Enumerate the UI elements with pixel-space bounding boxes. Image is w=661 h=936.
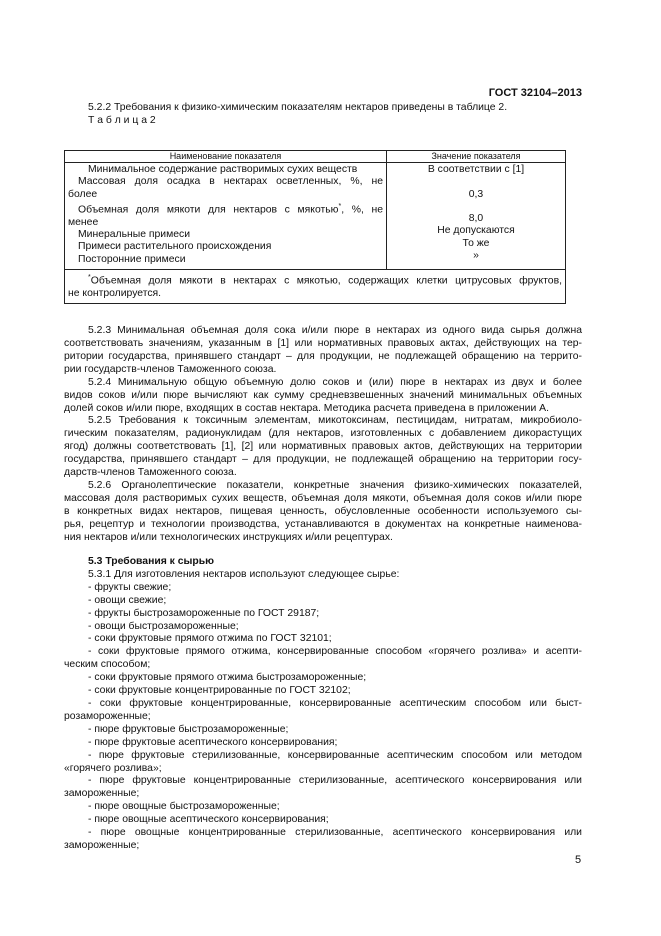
row-value: В соответствии с [1] (427, 164, 525, 175)
row-label: Посторонние примеси (78, 253, 186, 265)
page-number: 5 (575, 854, 582, 866)
table-col-header: Наименование показателя (65, 151, 387, 163)
text-line: государства, принявшего стандарт – для продукции, не подлежащей обращению на территории госу- (64, 453, 582, 465)
list-item: - пюре фруктовые асептического консервирования; (88, 736, 338, 748)
clause-5-2-4 (64, 377, 582, 416)
footnote-marker: * (338, 202, 342, 210)
text-line: дарств-членов Таможенного союза. (64, 466, 237, 478)
clause-5-2-6 (64, 480, 582, 545)
row-label: более (68, 188, 98, 200)
clause-5-2-2-text: 5.2.2 Требования к физико-химическим показателям нектаров приведены в таблице 2. (88, 102, 508, 113)
list-item: - соки фруктовые прямого отжима по ГОСТ 32101; (88, 633, 332, 645)
table-labels-cell (65, 163, 387, 270)
row-label: Минимальное содержание растворимых сухих веществ (88, 164, 358, 175)
row-value: То же (462, 237, 490, 249)
table-values-cell (387, 163, 566, 270)
text-line: - пюре фруктовые стерилизованные, консервированные асептическим способом или методом (88, 749, 582, 761)
text-line: - соки фруктовые концентрированные, консервированные асептическим способом или быст- (88, 697, 582, 709)
text-line: видов соков и/или пюре вычисляют как сумму средневзвешенных значений минимальных объемных (64, 389, 582, 401)
text-line: ния нектаров и/или технологических инструкциях и/или рецептурах. (64, 531, 393, 543)
section-5-3 (64, 556, 582, 853)
text-line: 5.2.4 Минимальную общую объемную долю соков и (или) пюре в нектарах из двух и более (88, 377, 582, 388)
clause-5-3-1: 5.3.1 Для изготовления нектаров используют следующее сырье: (88, 568, 400, 580)
row-value: 8,0 (468, 213, 484, 225)
list-item (64, 750, 582, 776)
list-item (64, 646, 582, 672)
row-value: Не допускаются (437, 225, 515, 237)
text-line: «горячего розлива»; (64, 762, 162, 774)
list-item (64, 698, 582, 724)
text-line: массовая доля растворимых сухих веществ, объемная доля мякоти, объемная доля соков и/или пюре (64, 492, 582, 504)
footnote-line: не контролируется. (68, 287, 162, 299)
text-line: - пюре фруктовые концентрированные стерилизованные, асептического консервирования или (88, 775, 582, 787)
list-item: - пюре овощные асептического консервирования; (88, 814, 329, 826)
text-line: соответствовать значениям, указанным в [1] или нормативных правовых актах, действующих на тер- (64, 337, 582, 349)
row-value: » (473, 250, 479, 262)
section-heading: 5.3 Требования к сырью (88, 556, 215, 567)
list-item: - соки фруктовые концентрированные по ГОСТ 32102; (88, 685, 351, 697)
table-label: Т а б л и ц а 2 (88, 114, 156, 126)
table-col-header: Значение показателя (387, 151, 566, 163)
table-header-row (65, 151, 566, 163)
footnote-text: Объемная доля мякоти в нектарах с мякотью, содержащих клетки цитрусовых фруктов, (90, 275, 562, 287)
text-line: гическим показателям, радионуклидам (для нектаров, изготовленных с добавлением дикорастущих (64, 427, 582, 439)
row-label: Массовая доля осадка в нектарах осветленных, %, не (78, 176, 383, 188)
text-line: замороженные; (64, 839, 140, 851)
list-item: - пюре овощные быстрозамороженные; (88, 801, 280, 813)
row-label: менее (68, 216, 99, 228)
row-value: 0,3 (468, 188, 484, 200)
list-item: - пюре фруктовые быстрозамороженные; (88, 723, 289, 735)
row-label: Минеральные примеси (78, 228, 191, 240)
text-line: - соки фруктовые прямого отжима, консервированные способом «горячего розлива» и асепти- (88, 646, 582, 658)
row-label: Примеси растительного происхождения (78, 241, 272, 253)
footnote-marker: * (88, 273, 91, 281)
text-line: 5.2.3 Минимальная объемная доля сока и/или пюре в нектарах из одного вида сырья должна (88, 325, 582, 336)
text-line: розамороженные; (64, 710, 151, 722)
clause-5-2-3 (64, 325, 582, 377)
document-header: ГОСТ 32104–2013 (488, 87, 582, 99)
table-footnote (65, 269, 566, 303)
text-line: в конкретных видах нектаров, пищевая ценность, обусловленные особенности используемого сы- (64, 505, 582, 517)
text-line: замороженные; (64, 788, 140, 800)
row-label-text: Объемная доля мякоти для нектаров с мякотью (78, 204, 339, 216)
clause-5-2-5 (64, 415, 582, 480)
list-item (64, 827, 582, 853)
text-line: рья, рецептур и технологии производства, устанавливаются в документах на конкретные наименова- (64, 518, 582, 530)
text-line: долей соков и/или пюре, входящих в состав нектара. Методика расчета приведена в приложении А. (64, 402, 549, 414)
table-2 (64, 150, 566, 304)
table-body-row (65, 163, 566, 270)
text-line: ческим способом; (64, 659, 151, 671)
text-line: - пюре овощные концентрированные стерилизованные, асептического консервирования или (88, 827, 582, 839)
row-label-text: , %, не (341, 204, 383, 216)
text-line: ритории государства, принявшего стандарт – для продукции, не подлежащей обращению на террито- (64, 350, 582, 362)
footnote-line (68, 272, 562, 288)
list-item (64, 775, 582, 801)
row-label (68, 201, 383, 217)
text-line: 5.2.6 Органолептические показатели, конкретные значения физико-химических показателей, (88, 480, 582, 491)
text-line: рии государств-членов Таможенного союза. (64, 363, 277, 375)
clause-5-2-2 (64, 102, 582, 128)
list-item: - овощи свежие; (88, 594, 167, 606)
list-item: - соки фруктовые прямого отжима быстрозамороженные; (88, 672, 367, 684)
text-line: ягод) должны соответствовать [1], [2] или нормативных правовых актов, действующих на территории (64, 440, 582, 452)
list-item: - фрукты свежие; (88, 581, 172, 593)
text-line: 5.2.5 Требования к токсичным элементам, микотоксинам, пестицидам, нитратам, микробиоло- (88, 415, 582, 426)
list-item: - овощи быстрозамороженные; (88, 620, 239, 632)
table-footnote-row (65, 269, 566, 303)
list-item: - фрукты быстрозамороженные по ГОСТ 29187; (88, 607, 320, 619)
